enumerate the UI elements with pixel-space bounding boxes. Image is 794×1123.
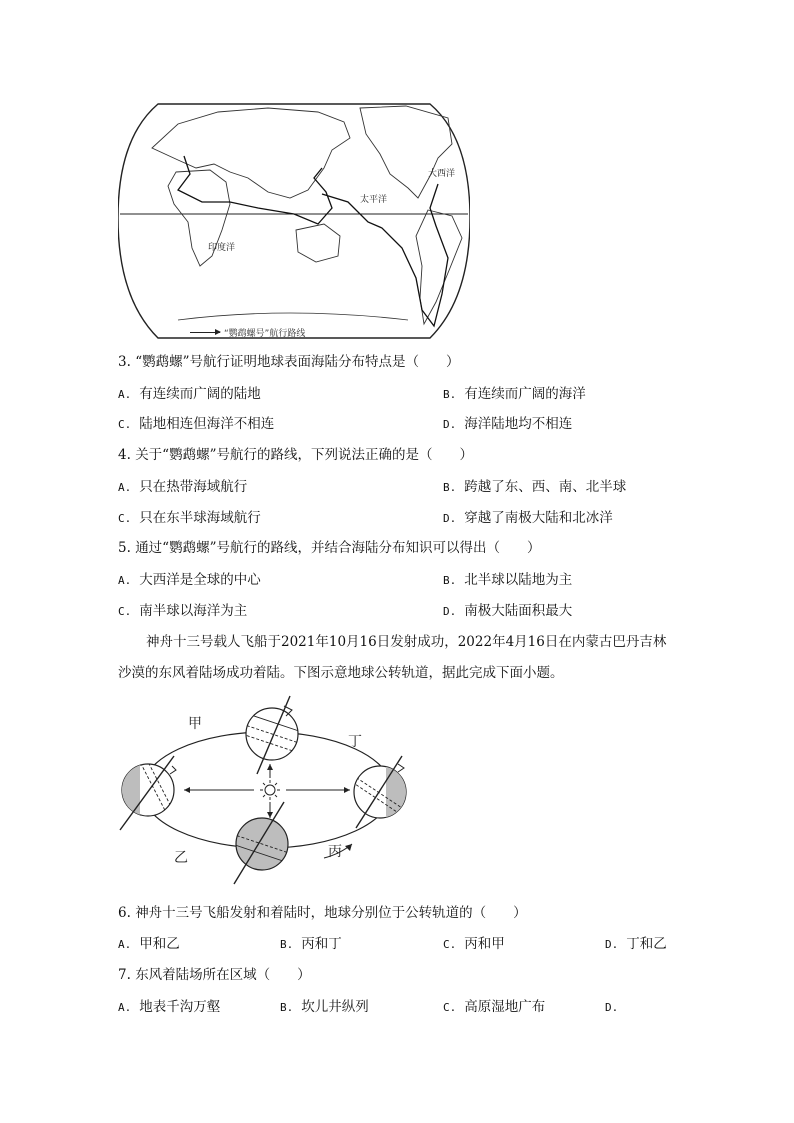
option-text: 海洋陆地均不相连 <box>464 416 573 432</box>
q4-option-b[interactable] <box>443 477 626 498</box>
map-frame <box>118 104 470 338</box>
map-legend <box>190 326 305 339</box>
question-stem: 关于“鹦鹉螺”号航行的路线，下列说法正确的是（ ） <box>135 447 473 463</box>
option-key: A. <box>118 574 132 587</box>
q4-option-a[interactable] <box>118 477 247 498</box>
question-number: 3. <box>118 354 131 370</box>
question-stem: “鹦鹉螺”号航行证明地球表面海陆分布特点是（ ） <box>135 354 460 370</box>
earth-bottom <box>232 802 292 884</box>
label-pacific: 太平洋 <box>360 195 388 205</box>
option-text: 有连续而广阔的陆地 <box>139 386 261 402</box>
q4-option-d[interactable] <box>443 508 613 529</box>
q3-option-a[interactable] <box>118 384 261 405</box>
question-6 <box>118 903 527 923</box>
option-text: 坎儿井纵列 <box>301 999 369 1015</box>
legend-arrow-icon <box>190 332 220 333</box>
option-text: 陆地相连但海洋不相连 <box>139 416 275 432</box>
label-atlantic: 大西洋 <box>428 169 456 179</box>
option-key: D. <box>443 605 457 618</box>
q7-option-d[interactable] <box>605 997 626 1018</box>
option-key: C. <box>118 605 132 618</box>
q7-option-c[interactable] <box>443 997 545 1018</box>
q5-option-c[interactable] <box>118 601 247 622</box>
option-text: 丙和丁 <box>301 936 342 952</box>
option-key: C. <box>443 938 457 951</box>
option-text: 北半球以陆地为主 <box>464 572 573 588</box>
option-key: C. <box>118 418 132 431</box>
option-key: B. <box>443 574 457 587</box>
q6-option-a[interactable] <box>118 934 180 955</box>
q6-option-c[interactable] <box>443 934 505 955</box>
option-text: 丁和乙 <box>626 936 667 952</box>
q7-option-b[interactable] <box>280 997 369 1018</box>
option-text: 南极大陆面积最大 <box>464 603 573 619</box>
option-key: C. <box>443 1001 457 1014</box>
option-key: B. <box>443 481 457 494</box>
option-text: 有连续而广阔的海洋 <box>464 386 586 402</box>
question-stem: 东风着陆场所在区域（ ） <box>135 967 311 983</box>
option-key: C. <box>118 512 132 525</box>
option-text: 只在东半球海域航行 <box>139 510 261 526</box>
q4-option-c[interactable] <box>118 508 261 529</box>
option-key: D. <box>605 1001 619 1014</box>
option-key: B. <box>443 388 457 401</box>
option-key: D. <box>443 512 457 525</box>
option-key: A. <box>118 1001 132 1014</box>
option-text: 丙和甲 <box>464 936 505 952</box>
option-text: 大西洋是全球的中心 <box>139 572 261 588</box>
option-text: 甲和乙 <box>139 936 180 952</box>
sun-icon <box>260 780 280 800</box>
label-jia: 甲 <box>188 716 202 732</box>
q3-option-c[interactable] <box>118 414 274 435</box>
label-indian: 印度洋 <box>208 243 236 253</box>
q7-option-a[interactable] <box>118 997 220 1018</box>
question-stem: 通过“鹦鹉螺”号航行的路线，并结合海陆分布知识可以得出（ ） <box>135 540 541 556</box>
label-ding: 丁 <box>348 734 362 750</box>
option-text: 高原湿地广布 <box>464 999 546 1015</box>
option-key: A. <box>118 938 132 951</box>
question-3 <box>118 352 460 372</box>
question-stem: 神舟十三号飞船发射和着陆时，地球分别位于公转轨道的（ ） <box>135 905 527 921</box>
world-map-figure <box>118 98 470 344</box>
option-key: B. <box>280 938 294 951</box>
option-key: A. <box>118 481 132 494</box>
q6-option-d[interactable] <box>605 934 667 955</box>
option-text: 只在热带海域航行 <box>139 479 248 495</box>
passage-paragraph: 神舟十三号载人飞船于2021年10月16日发射成功，2022年4月16日在内蒙古巴丹吉林沙漠的东风着陆场成功着陆。下图示意地球公转轨道，据此完成下面小题。 <box>118 634 667 681</box>
q5-option-b[interactable] <box>443 570 572 591</box>
earth-top <box>242 696 302 774</box>
q6-option-b[interactable] <box>280 934 342 955</box>
question-number: 4. <box>118 447 131 463</box>
question-4 <box>118 445 473 465</box>
question-7 <box>118 965 311 985</box>
option-key: D. <box>605 938 619 951</box>
question-number: 6. <box>118 905 131 921</box>
option-key: A. <box>118 388 132 401</box>
orbit-diagram <box>112 694 422 890</box>
option-text: 穿越了南极大陆和北冰洋 <box>464 510 613 526</box>
option-text: 南半球以海洋为主 <box>139 603 248 619</box>
question-number: 5. <box>118 540 131 556</box>
question-number: 7. <box>118 967 131 983</box>
label-bing: 丙 <box>328 844 342 860</box>
q3-option-d[interactable] <box>443 414 572 435</box>
legend-text: “鹦鹉螺号”航行路线 <box>224 329 306 339</box>
label-yi: 乙 <box>174 850 188 866</box>
question-5 <box>118 538 541 558</box>
option-key: B. <box>280 1001 294 1014</box>
option-text: 地表千沟万壑 <box>139 999 221 1015</box>
orbit-figure <box>112 694 422 890</box>
world-map <box>118 98 470 344</box>
option-key: D. <box>443 418 457 431</box>
q3-option-b[interactable] <box>443 384 586 405</box>
q5-option-a[interactable] <box>118 570 261 591</box>
earth-left <box>120 754 180 830</box>
option-text: 跨越了东、西、南、北半球 <box>464 479 627 495</box>
q5-option-d[interactable] <box>443 601 572 622</box>
